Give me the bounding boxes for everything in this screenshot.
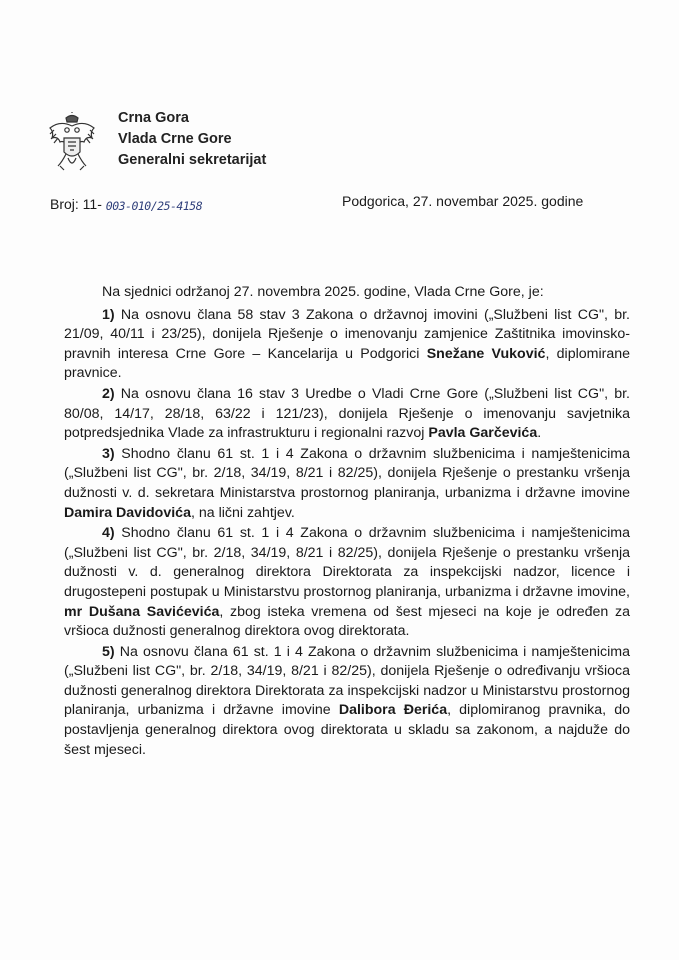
reference-handwritten: 003-010/25-4158	[105, 199, 203, 213]
list-item: 3) Shodno članu 61 st. 1 i 4 Zakona o državnim službenicima i namještenicima („Službeni list CG", br. 2/18, 34/19, 8/21 i 82/25), donijela Rješenje o prestanku vršenja dužnosti v. d. sekretara Ministarstva prostornog planiranja, urbanizma i državne imovine Damira Davidovića, na lični zahtjev.	[64, 445, 630, 521]
list-item: 1) Na osnovu člana 58 stav 3 Zakona o državnoj imovini („Službeni list CG", br. 21/09, 40/11 i 23/25), donijela Rješenje o imenovanju zamjenice Zaštitnika imovinsko-pravnih interesa Crne Gore – Kancelarija u Podgorici Snežane Vuković, diplomirane pravnice.	[64, 306, 631, 382]
list-item: 2) Na osnovu člana 16 stav 3 Uredbe o Vladi Crne Gore („Službeni list CG", br. 80/08, 14/17, 28/18, 63/22 i 121/23), donijela Rješenje o imenovanju savjetnika potpredsjednika Vlade za infrastrukturu i regionalni razvoj Pavla Garčevića.	[64, 385, 630, 442]
document-body	[64, 283, 630, 761]
person-name: Damira Davidovića	[64, 504, 191, 521]
intro-paragraph: Na sjednici održanoj 27. novembra 2025. godine, Vlada Crne Gore, je:	[102, 284, 544, 300]
reference-number	[50, 196, 202, 212]
person-name: Pavla Garčevića	[428, 425, 538, 442]
person-name: Snežane Vuković	[426, 345, 546, 362]
person-name: Dalibora Đerića	[338, 702, 448, 719]
coat-of-arms-icon	[46, 112, 98, 174]
person-name: mr Dušana Savićevića	[64, 603, 220, 620]
header-country: Crna Gora	[118, 110, 189, 126]
list-item: 4) Shodno članu 61 st. 1 i 4 Zakona o državnim službenicima i namještenicima („Službeni list CG", br. 2/18, 34/19, 8/21 i 82/25), donijela Rješenje o prestanku vršenja dužnosti v. d. generalnog direktora Direktorata za inspekcijski nadzor, licence i drugostepeni postupak u Ministarstvu prostornog planiranja, urbanizma i državne imovine, mr Dušana Savićevića, zbog isteka vremena od šest mjeseci na koje je određen za vršioca dužnosti generalnog direktora ovog direktorata.	[64, 525, 630, 640]
place-date: Podgorica, 27. novembar 2025. godine	[342, 193, 584, 209]
list-item: 5) Na osnovu člana 61 st. 1 i 4 Zakona o državnim službenicima i namještenicima („Službeni list CG", br. 2/18, 34/19, 8/21 i 82/25), donijela Rješenje o određivanju vršioca dužnosti generalnog direktora Direktorata za inspekcijski nadzor u Ministarstvu prostornog planiranja, urbanizma i državne imovine Dalibora Đerića, diplomiranog pravnika, do postavljenja generalnog direktora ovog direktorata u skladu sa zakonom, a najduže do šest mjeseci.	[64, 643, 630, 758]
header-block	[118, 108, 266, 171]
reference-label: Broj: 11-	[50, 196, 102, 212]
header-department: Generalni sekretarijat	[118, 152, 267, 168]
header-government: Vlada Crne Gore	[118, 131, 232, 147]
